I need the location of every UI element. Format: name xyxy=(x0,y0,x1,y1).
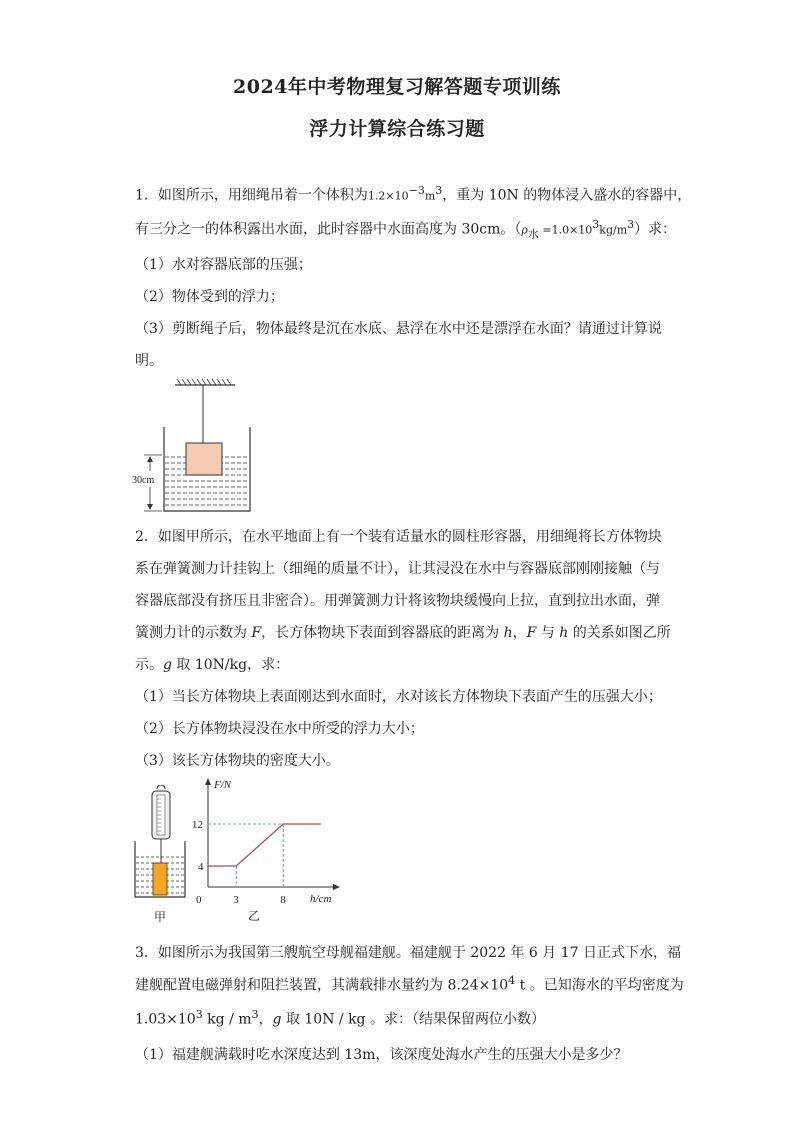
q2-fig-label-jia: 甲 xyxy=(154,910,167,924)
q2-line-2: 系在弹簧测力计挂钩上（细绳的质量不计），让其浸没在水中与容器底部刚刚接触（与 xyxy=(135,561,660,577)
q3-line-2: 建舰配置电磁弹射和阻拦装置，其满载排水量约为 $8.24\times 10^4$ t 。已知海水的平均密度为 xyxy=(135,974,684,994)
y-tick-label-4: 4 xyxy=(198,861,204,873)
q1-part-3: （3）剪断绳子后，物体最终是沉在水底、悬浮在水中还是漂浮在水面？请通过计算说 xyxy=(135,321,662,337)
q3-line-3: $1.03\times 10^3$ kg / $m^3$，g 取 10N / kg 。求：（结果保留两位小数） xyxy=(135,1008,545,1028)
document-subtitle: 浮力计算综合练习题 xyxy=(309,118,485,140)
series-line-F xyxy=(208,824,321,866)
q3-line-1: 3．如图所示为我国第三艘航空母舰福建舰。福建舰于 2022 年 6 月 17 日正式下水，福 xyxy=(135,945,681,961)
q2-line-5: 示。g 取 10N/kg，求： xyxy=(135,657,290,673)
y-axis-label: F/N xyxy=(214,779,232,791)
q1-part-3-cont: 明。 xyxy=(135,353,163,369)
q1-line-2: 有三分之一的体积露出水面，此时容器中水面高度为 30cm。$(\rho_水 =1.0\times 10^3kg/m^3)$求： xyxy=(135,218,677,241)
x-tick-label-3: 3 xyxy=(233,894,239,906)
q1-height-label: 30cm xyxy=(132,475,155,486)
q2-part-3: （3）该长方体物块的密度大小。 xyxy=(135,753,340,769)
q2-part-2: （2）长方体物块浸没在水中所受的浮力大小； xyxy=(135,721,424,737)
q2-line-4: 簧测力计的示数为 F，长方体物块下表面到容器底的距离为 h，F 与 h 的关系如图乙所 xyxy=(135,625,671,641)
origin-label: 0 xyxy=(196,894,202,906)
q1-line-1: 1．如图所示，用细绳吊着一个体积为$1.2\times 10^{-3}m^3$，重为 10N 的物体浸入盛水的容器中， xyxy=(135,184,692,204)
q2-figure-jia xyxy=(130,785,190,925)
q3-part-1: （1）福建舰满载时吃水深度达到 13m，该深度处海水产生的压强大小是多少？ xyxy=(135,1047,628,1063)
q2-part-1: （1）当长方体物块上表面刚达到水面时，水对该长方体物块下表面产生的压强大小； xyxy=(135,689,662,705)
document-title: 2024年中考物理复习解答题专项训练 xyxy=(233,76,561,98)
q1-part-1: （1）水对容器底部的压强； xyxy=(135,257,312,273)
q2-line-1: 2．如图甲所示，在水平地面上有一个装有适量水的圆柱形容器，用细绳将长方体物块 xyxy=(135,529,662,545)
q2-figure-yi-chart xyxy=(190,770,350,925)
q1-part-2: （2）物体受到的浮力； xyxy=(135,289,284,305)
q1-figure xyxy=(130,375,270,515)
q2-fig-label-yi: 乙 xyxy=(248,909,261,923)
x-axis-arrow-icon xyxy=(333,884,340,890)
y-axis-arrow-icon xyxy=(205,778,211,785)
q2-line-3: 容器底部没有挤压且非密合）。用弹簧测力计将该物块缓慢向上拉，直到拉出水面，弹 xyxy=(135,593,660,609)
x-tick-label-8: 8 xyxy=(280,894,286,906)
y-tick-label-12: 12 xyxy=(192,819,203,831)
x-axis-label: h/cm xyxy=(310,893,332,905)
